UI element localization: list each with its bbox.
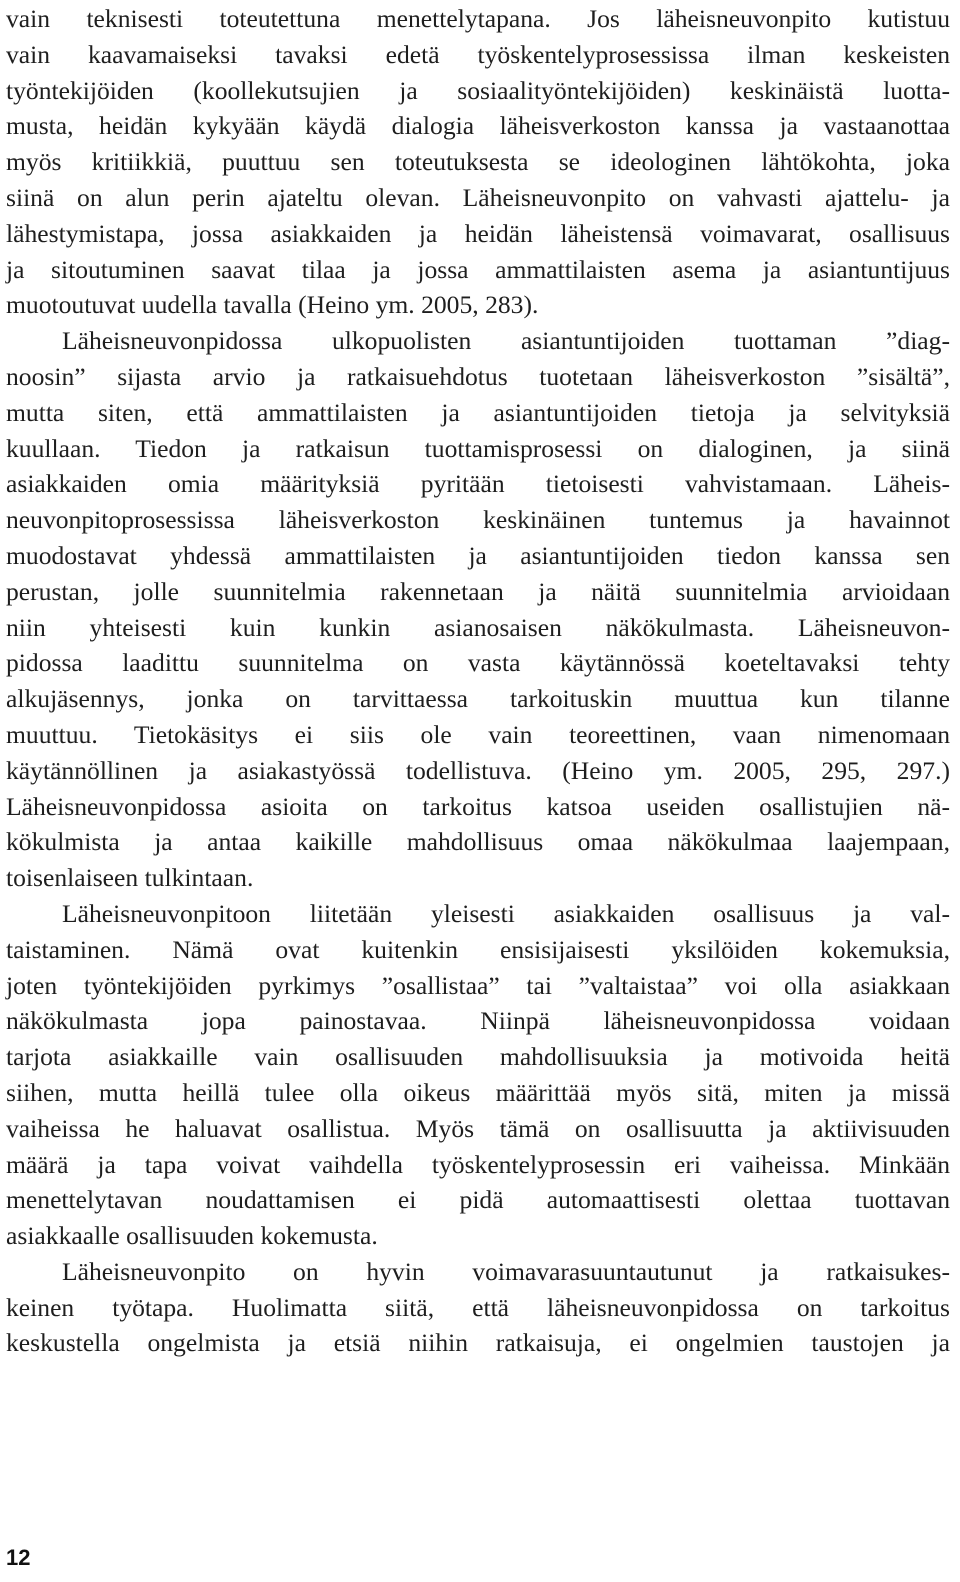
text-line: alkujäsennys, jonka on tarvittaessa tarkoituskin muuttua kun tilanne (6, 684, 950, 714)
text-line: käytännöllinen ja asiakastyössä todellistuva. (Heino ym. 2005, 295, 297.) (6, 755, 950, 785)
text-line: taistaminen. Nämä ovat kuitenkin ensisijaisesti yksilöiden kokemuksia, (6, 934, 950, 964)
text-line: vain kaavamaiseksi tavaksi edetä työskentelyprosessissa ilman keskeisten (6, 39, 950, 69)
text-line: muodostavat yhdessä ammattilaisten ja asiantuntijoiden tiedon kanssa sen (6, 540, 950, 570)
text-line: muotoutuvat uudella tavalla (Heino ym. 2005, 283). (6, 290, 539, 320)
body-text (6, 1, 950, 1361)
text-line: siihen, mutta heillä tulee olla oikeus määrittää myös sitä, miten ja missä (6, 1077, 950, 1107)
text-line: Läheisneuvonpito on hyvin voimavarasuuntautunut ja ratkaisukes- (62, 1256, 950, 1286)
text-line: myös kritiikkiä, puuttuu sen toteutuksesta se ideologinen lähtökohta, joka (6, 147, 950, 177)
text-line: muuttuu. Tietokäsitys ei siis ole vain teoreettinen, vaan nimenomaan (6, 719, 950, 749)
text-line: ja sitoutuminen saavat tilaa ja jossa ammattilaisten asema ja asiantuntijuus (6, 254, 950, 284)
text-line: noosin” sijasta arvio ja ratkaisuehdotus tuotetaan läheisverkoston ”sisältä”, (6, 361, 950, 391)
text-line: työntekijöiden (koollekutsujien ja sosiaalityöntekijöiden) keskinäistä luotta- (6, 75, 950, 105)
text-line: keskustella ongelmista ja etsiä niihin ratkaisuja, ei ongelmien taustojen ja (6, 1328, 950, 1358)
text-line: vaiheissa he haluavat osallistua. Myös tämä on osallisuutta ja aktiivisuuden (6, 1113, 950, 1143)
text-line: joten työntekijöiden pyrkimys ”osallistaa” tai ”valtaistaa” voi olla asiakkaan (6, 970, 950, 1000)
text-line: lähestymistapa, jossa asiakkaiden ja heidän läheistensä voimavarat, osallisuus (6, 218, 950, 248)
text-line: mutta siten, että ammattilaisten ja asiantuntijoiden tietoja ja selvityksiä (6, 397, 950, 427)
text-line: määrä ja tapa voivat vaihdella työskentelyprosessin eri vaiheissa. Minkään (6, 1149, 950, 1179)
text-line: perustan, jolle suunnitelmia rakennetaan ja näitä suunnitelmia arvioidaan (6, 576, 950, 606)
text-line: asiakkaiden omia määrityksiä pyritään tietoisesti vahvistamaan. Läheis- (6, 469, 950, 499)
text-line: musta, heidän kykyään käydä dialogia läheisverkoston kanssa ja vastaanottaa (6, 111, 950, 141)
text-line: kökulmista ja antaa kaikille mahdollisuus omaa näkökulmaa laajempaan, (6, 827, 950, 857)
text-line: Läheisneuvonpidossa ulkopuolisten asiantuntijoiden tuottaman ”diag- (62, 326, 950, 356)
text-line: pidossa laadittu suunnitelma on vasta käytännössä koeteltavaksi tehty (6, 648, 950, 678)
text-line: neuvonpitoprosessissa läheisverkoston keskinäinen tuntemus ja havainnot (6, 505, 950, 535)
text-line: Läheisneuvonpitoon liitetään yleisesti asiakkaiden osallisuus ja val- (62, 898, 950, 928)
text-line: tarjota asiakkaille vain osallisuuden mahdollisuuksia ja motivoida heitä (6, 1042, 950, 1072)
text-line: kuullaan. Tiedon ja ratkaisun tuottamisprosessi on dialoginen, ja siinä (6, 433, 950, 463)
text-line: asiakkaalle osallisuuden kokemusta. (6, 1221, 378, 1251)
text-line: näkökulmasta jopa painostavaa. Niinpä läheisneuvonpidossa voidaan (6, 1006, 950, 1036)
text-line: vain teknisesti toteutettuna menettelytapana. Jos läheisneuvonpito kutistuu (6, 4, 950, 33)
page-number: 12 (6, 1545, 31, 1570)
text-line: toisenlaiseen tulkintaan. (6, 863, 254, 893)
text-line: keinen työtapa. Huolimatta siitä, että läheisneuvonpidossa on tarkoitus (6, 1292, 950, 1322)
text-line: Läheisneuvonpidossa asioita on tarkoitus katsoa useiden osallistujien nä- (6, 791, 950, 821)
text-line: niin yhteisesti kuin kunkin asianosaisen näkökulmasta. Läheisneuvon- (6, 612, 950, 642)
text-line: siinä on alun perin ajateltu olevan. Läheisneuvonpito on vahvasti ajattelu- ja (6, 182, 950, 212)
text-line: menettelytavan noudattamisen ei pidä automaattisesti olettaa tuottavan (6, 1185, 950, 1215)
